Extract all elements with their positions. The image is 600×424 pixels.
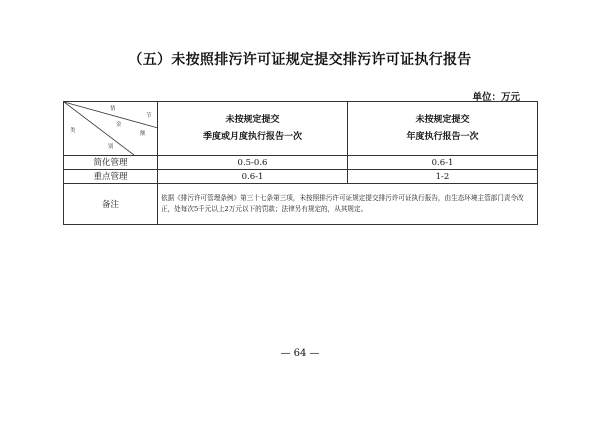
diagonal-header-cell — [64, 102, 158, 156]
table-row — [64, 156, 538, 170]
diag-char-3: 类 — [70, 128, 76, 134]
diag-char-6: 别 — [108, 144, 114, 150]
page-title: （五）未按照排污许可证规定提交排污许可证执行报告 — [128, 52, 472, 68]
note-text: 依据《排污许可管理条例》第三十七条第三项，未按照排污许可证规定提交排污许可证执行报告，由生态环境主管部门责令改正，处每次5千元以上2万元以下的罚款；法律另有规定的，从其规定。 — [158, 184, 538, 225]
row-category: 简化管理 — [64, 156, 158, 170]
row-category: 重点管理 — [64, 170, 158, 184]
diag-char-4: 金 — [116, 122, 122, 128]
page-number: — 64 — — [280, 348, 320, 359]
column-header-quarterly: 未按规定提交 季度或月度执行报告一次 — [158, 102, 348, 156]
row-value-quarterly: 0.6-1 — [158, 170, 348, 184]
row-value-annual: 0.6-1 — [348, 156, 538, 170]
diag-char-2: 节 — [146, 113, 152, 119]
fine-table — [63, 101, 538, 225]
diag-char-1: 情 — [110, 106, 116, 112]
row-value-quarterly: 0.5-0.6 — [158, 156, 348, 170]
note-label: 备注 — [64, 184, 158, 225]
table-row — [64, 170, 538, 184]
note-row — [64, 184, 538, 225]
column-header-annual: 未按规定提交 年度执行报告一次 — [348, 102, 538, 156]
unit-label: 单位：万元 — [472, 92, 520, 103]
row-value-annual: 1-2 — [348, 170, 538, 184]
diag-char-5: 额 — [140, 131, 146, 137]
